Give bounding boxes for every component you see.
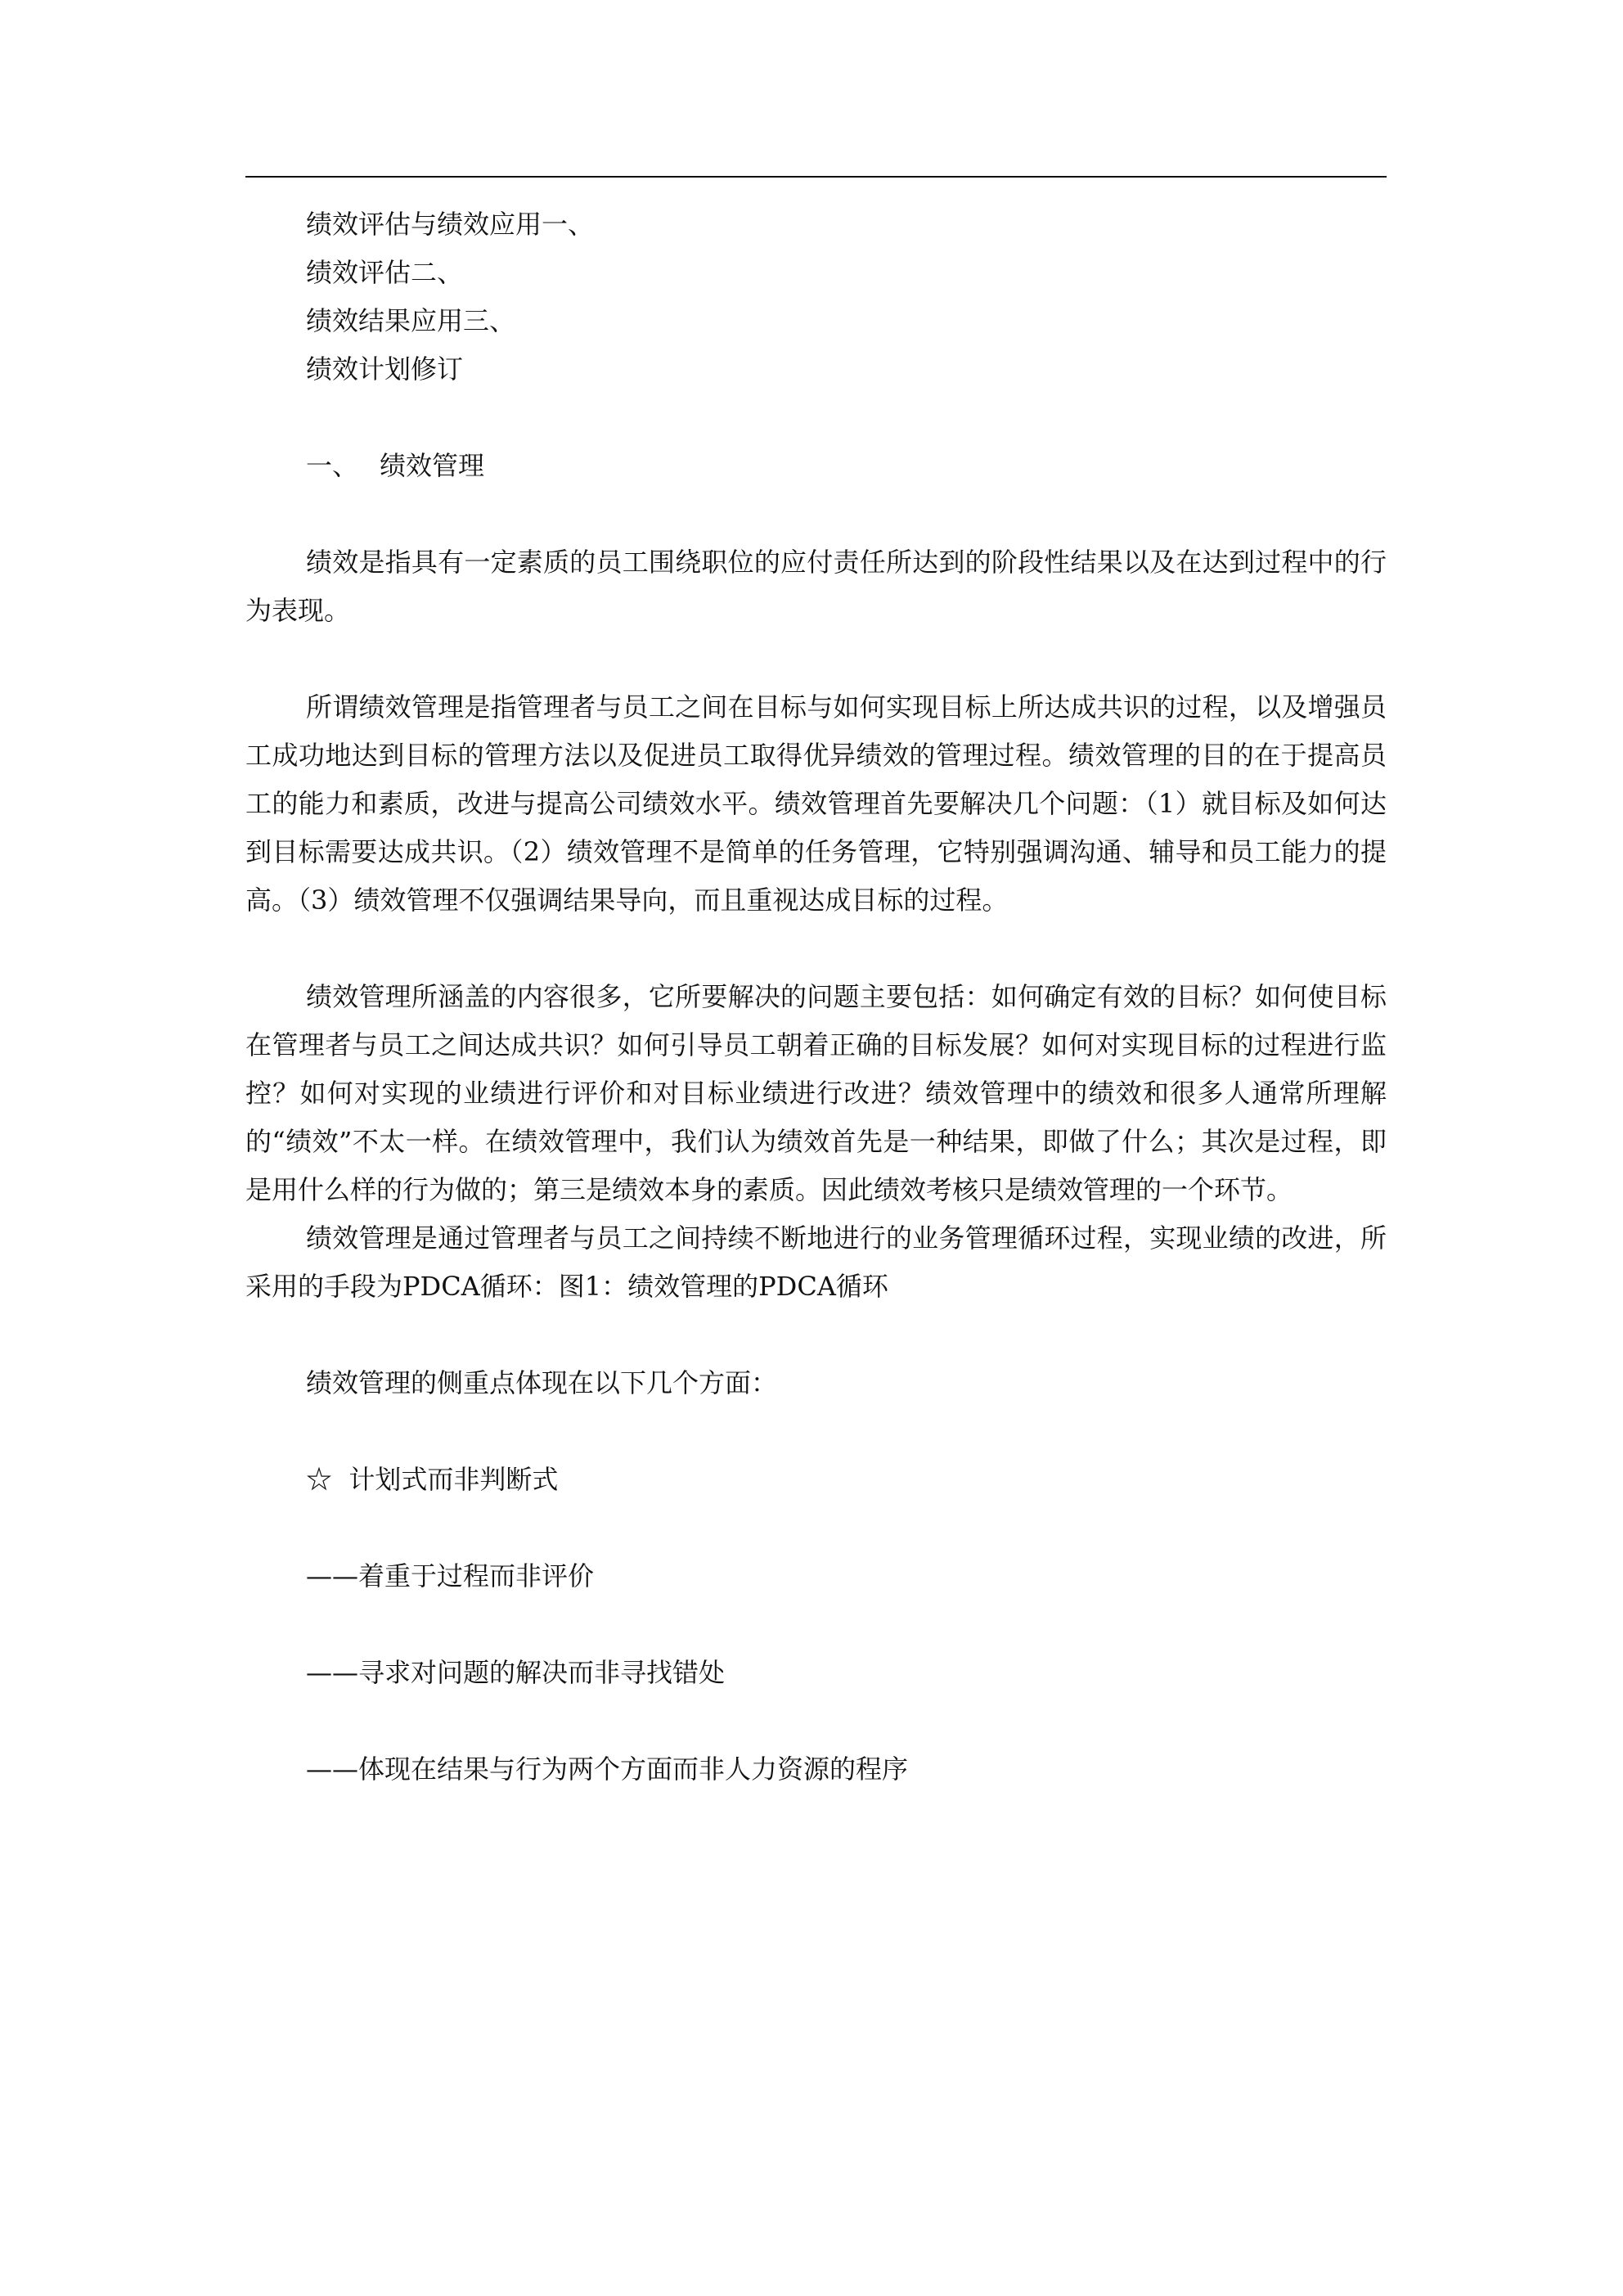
section-heading	[245, 442, 1387, 490]
toc-line-2: 绩效评估二、	[306, 257, 464, 288]
focus-item-1: ——着重于过程而非评价	[306, 1560, 595, 1591]
toc-line-3: 绩效结果应用三、	[306, 305, 516, 336]
toc-line-1: 绩效评估与绩效应用一、	[306, 209, 595, 240]
document-body	[245, 200, 1387, 1794]
focus-heading	[245, 1456, 1387, 1504]
paragraph-scope: 绩效管理所涵盖的内容很多，它所要解决的问题主要包括：如何确定有效的目标？如何使目标在管理者与员工之间达成共识？如何引导员工朝着正确的目标发展？如何对实现目标的过程进行监控？如何对实现的业绩进行评价和对目标业绩进行改进？绩效管理中的绩效和很多人通常所理解的“绩效”不太一样。在绩效管理中，我们认为绩效首先是一种结果，即做了什么；其次是过程，即是用什么样的行为做的；第三是绩效本身的素质。因此绩效考核只是绩效管理的一个环节。	[245, 981, 1387, 1205]
focus-heading-text: 计划式而非判断式	[348, 1464, 559, 1495]
focus-item-3: ——体现在结果与行为两个方面而非人力资源的程序	[306, 1754, 909, 1785]
star-icon: ☆	[306, 1464, 333, 1495]
paragraph-pdca: 绩效管理是通过管理者与员工之间持续不断地进行的业务管理循环过程，实现业绩的改进，所采用的手段为PDCA循环：图1：绩效管理的PDCA循环	[245, 1222, 1387, 1302]
paragraph-definition: 绩效是指具有一定素质的员工围绕职位的应付责任所达到的阶段性结果以及在达到过程中的行为表现。	[245, 547, 1387, 626]
toc-line-4: 绩效计划修订	[306, 353, 464, 385]
paragraph-focus-intro: 绩效管理的侧重点体现在以下几个方面：	[306, 1367, 778, 1398]
section-number: 一、	[306, 450, 359, 481]
paragraph-management: 所谓绩效管理是指管理者与员工之间在目标与如何实现目标上所达成共识的过程，以及增强员工成功地达到目标的管理方法以及促进员工取得优异绩效的管理过程。绩效管理的目的在于提高员工的能力和素质，改进与提高公司绩效水平。绩效管理首先要解决几个问题：（1）就目标及如何达到目标需要达成共识。（2）绩效管理不是简单的任务管理，它特别强调沟通、辅导和员工能力的提高。（3）绩效管理不仅强调结果导向，而且重视达成目标的过程。	[245, 691, 1387, 916]
focus-item-2: ——寻求对问题的解决而非寻找错处	[306, 1657, 726, 1688]
header-rule	[245, 176, 1387, 178]
section-title: 绩效管理	[380, 450, 485, 481]
